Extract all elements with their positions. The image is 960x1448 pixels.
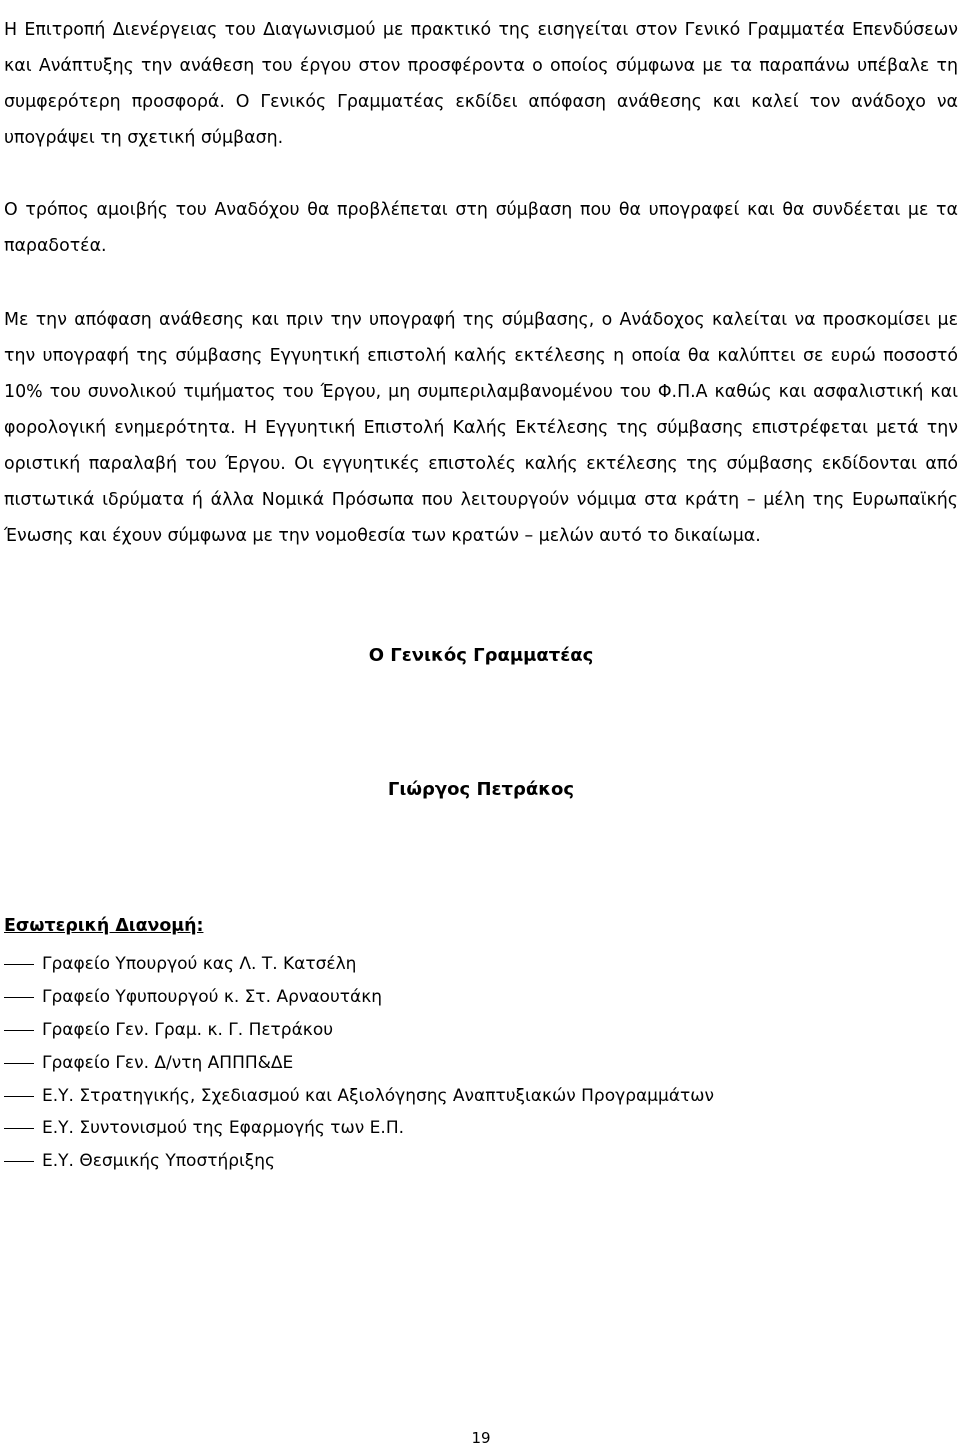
list-item-label: Γραφείο Υφυπουργού κ. Στ. Αρναουτάκη bbox=[42, 987, 383, 1008]
signer-name: Γιώργος Πετράκος bbox=[387, 779, 575, 800]
distribution-list bbox=[4, 948, 714, 1178]
paragraph-performance-guarantee: Με την απόφαση ανάθεσης και πριν την υπογραφή της σύμβασης, ο Ανάδοχος καλείται να προσκομίσει με την υπογραφή της σύμβασης Εγγυητική επιστολή καλής εκτέλεσης η οποία θα καλύπτει σε ευρώ ποσοστό 10% του συνολικού τιμήματος του Έργου, μη συμπεριλαμβανομένου του Φ.Π.Α καθώς και ασφαλιστική και φορολογική ενημερότητα. Η Εγγυητική Επιστολή Καλής Εκτέλεσης της σύμβασης επιστρέφεται μετά την οριστική παραλαβή του Έργου. Οι εγγυητικές επιστολές καλής εκτέλεσης της σύμβασης εκδίδονται από πιστωτικά ιδρύματα ή άλλα Νομικά Πρόσωπα που λειτουργούν νόμιμα στα κράτη – μέλη της Ευρωπαϊκής Ένωσης και έχουν σύμφωνα με την νομοθεσία των κρατών – μελών αυτό το δικαίωμα. bbox=[4, 310, 958, 546]
dash-marker bbox=[4, 1161, 34, 1162]
paragraph-award-procedure: Η Επιτροπή Διενέργειας του Διαγωνισμού με πρακτικό της εισηγείται στον Γενικό Γραμματέα Επενδύσεων και Ανάπτυξης την ανάθεση του έργου στον προσφέροντα ο οποίος σύμφωνα με τα παραπάνω υπέβαλε τη συμφερότερη προσφορά. Ο Γενικός Γραμματέας εκδίδει απόφαση ανάθεσης και καλεί τον ανάδοχο να υπογράψει τη σχετική σύμβαση. bbox=[4, 20, 958, 148]
list-item-label: Γραφείο Υπουργού κας Λ. Τ. Κατσέλη bbox=[42, 954, 357, 975]
list-item bbox=[4, 1079, 714, 1112]
list-item bbox=[4, 1145, 714, 1178]
list-item bbox=[4, 981, 714, 1014]
list-item bbox=[4, 948, 714, 981]
list-item-label: Γραφείο Γεν. Δ/ντη ΑΠΠΠ&ΔΕ bbox=[42, 1052, 294, 1073]
dash-marker bbox=[4, 1128, 34, 1129]
list-item-label: Ε.Υ. Θεσμικής Υποστήριξης bbox=[42, 1151, 276, 1172]
dash-marker bbox=[4, 1096, 34, 1097]
list-item-label: Ε.Υ. Στρατηγικής, Σχεδιασμού και Αξιολόγησης Αναπτυξιακών Προγραμμάτων bbox=[42, 1085, 714, 1106]
document-page bbox=[4, 0, 958, 1448]
list-item bbox=[4, 1112, 714, 1145]
dash-marker bbox=[4, 1063, 34, 1064]
list-item-label: Ε.Υ. Συντονισμού της Εφαρμογής των Ε.Π. bbox=[42, 1118, 405, 1139]
signer-title: Ο Γενικός Γραμματέας bbox=[368, 645, 594, 666]
dash-marker bbox=[4, 1030, 34, 1031]
dash-marker bbox=[4, 997, 34, 998]
list-item bbox=[4, 1046, 714, 1079]
page-number: 19 bbox=[471, 1429, 491, 1447]
list-item bbox=[4, 1014, 714, 1047]
dash-marker bbox=[4, 964, 34, 965]
distribution-heading: Εσωτερική Διανομή: bbox=[4, 916, 204, 936]
paragraph-payment-method: Ο τρόπος αμοιβής του Αναδόχου θα προβλέπεται στη σύμβαση που θα υπογραφεί και θα συνδέεται με τα παραδοτέα. bbox=[4, 200, 958, 256]
list-item-label: Γραφείο Γεν. Γραμ. κ. Γ. Πετράκου bbox=[42, 1019, 334, 1040]
